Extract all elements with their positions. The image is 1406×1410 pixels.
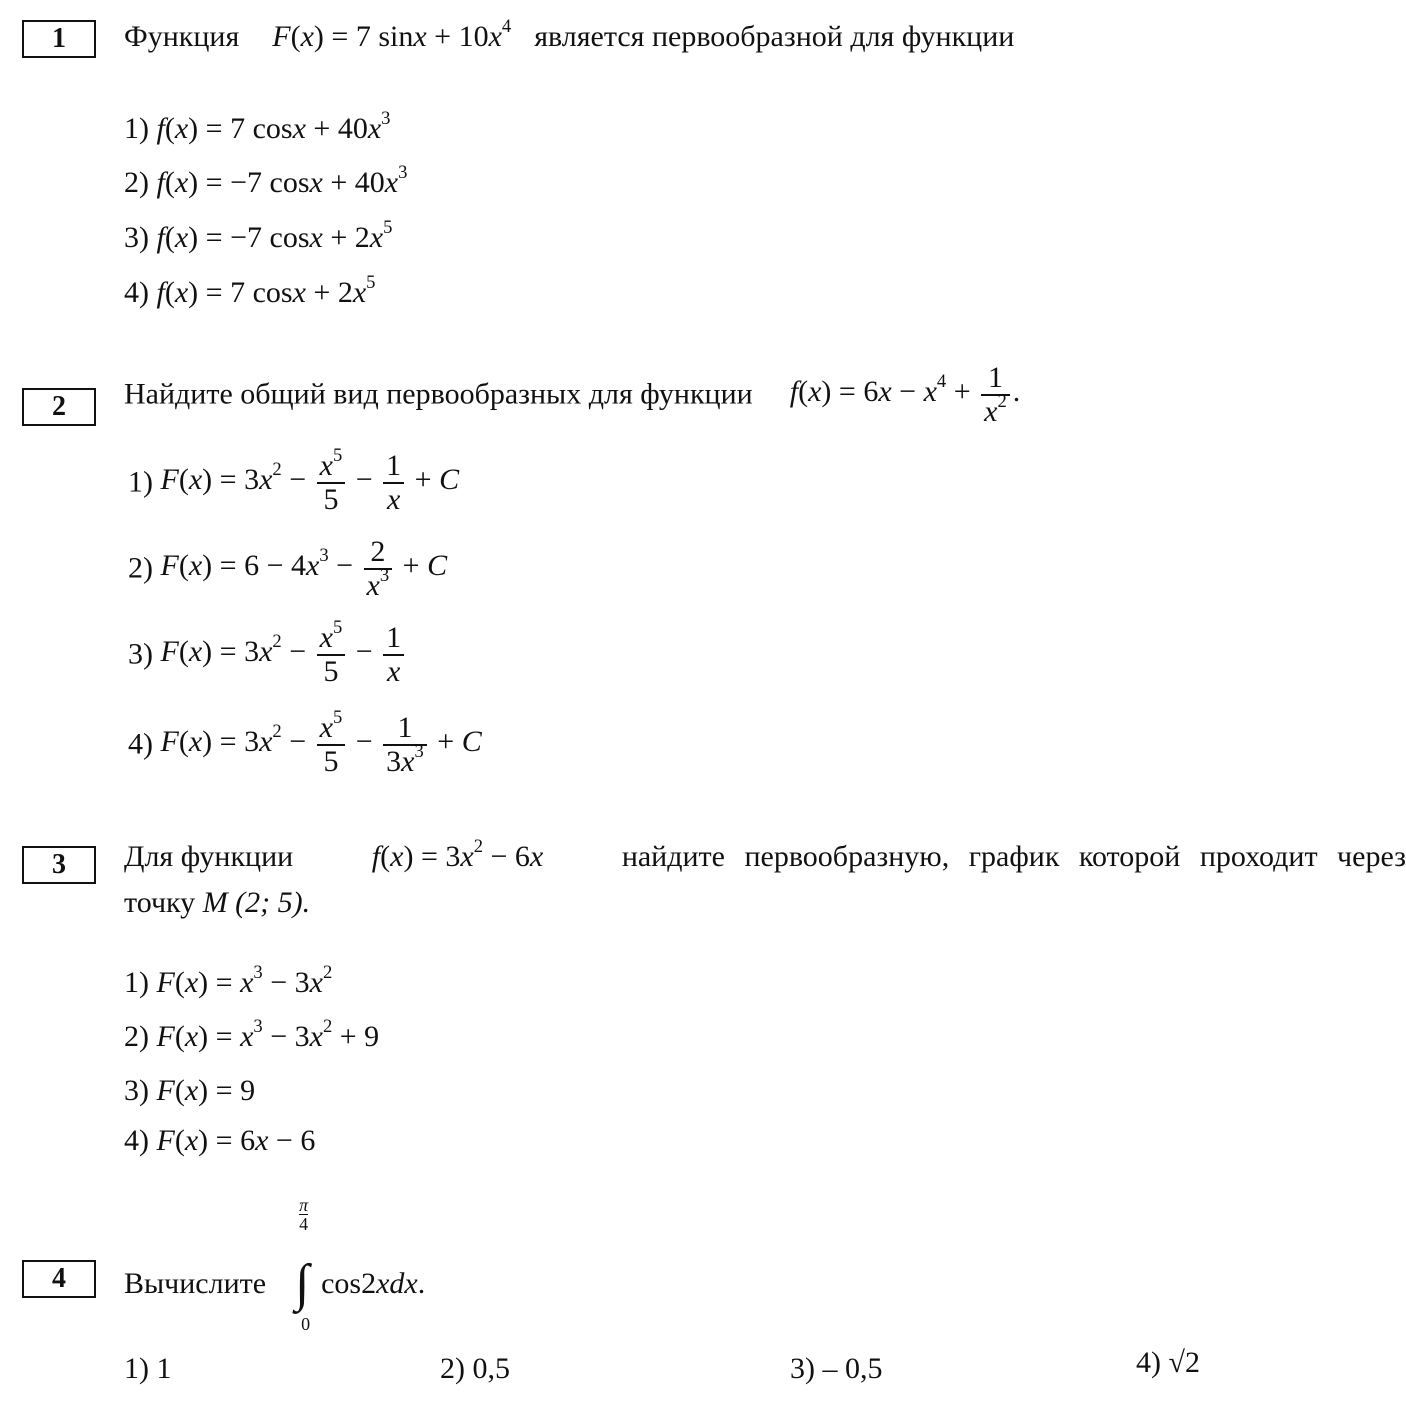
- task-1-suffix: является первообразной для функции: [534, 20, 1015, 53]
- task-1-formula: F(x) = 7 $\sin x + 10x^4$: [272, 16, 512, 53]
- task-4-option-4[interactable]: 4) √2: [1136, 1346, 1200, 1379]
- task-3-prefix: Для функции: [124, 840, 294, 873]
- task-number-box: 2: [22, 388, 96, 426]
- task-number-box: 1: [22, 20, 96, 58]
- task-2-prefix: Найдите общий вид первообразных для функции: [124, 377, 753, 411]
- task-3-formula: $f(x) = 3x^2 - 6x$: [371, 836, 544, 873]
- task-4-statement: [124, 1195, 426, 1334]
- sqrt-value: √2: [1168, 1346, 1200, 1379]
- task-2-option-2[interactable]: 2) $F(x) = 6 - 4x^3$ − $\frac{2}{x^3}$ + C: [128, 535, 448, 602]
- task-4-prefix: Вычислите: [124, 1266, 267, 1300]
- task-3-statement: [124, 836, 1406, 874]
- task-3-option-3[interactable]: 3) F(x) = 9: [124, 1074, 256, 1107]
- task-2-option-1[interactable]: 1) $F(x) = 3x^2$ − $\frac{x^5}{5}$ − $\frac{1}{x}$ + C: [128, 445, 460, 516]
- task-4-option-1[interactable]: 1) 1: [124, 1352, 172, 1385]
- integral-sign: π 4 ∫ 0: [295, 1195, 311, 1334]
- task-1-option-3[interactable]: 3) f(x) = −7 $\cos x + 2x^5$: [124, 217, 393, 254]
- task-3-option-2[interactable]: 2) $F(x) = x^3 - 3x^2 + 9$: [124, 1016, 380, 1053]
- task-4-option-2[interactable]: 2) 0,5: [440, 1352, 510, 1385]
- task-3-suffix: найдите первообразную, график которой проходит через: [621, 840, 1406, 873]
- task-3-statement-line2: точку M (2; 5).: [124, 886, 311, 919]
- task-3-option-1[interactable]: 1) $F(x) = x^3 - 3x^2$: [124, 962, 333, 999]
- task-2-statement: [124, 362, 1020, 427]
- task-1-prefix: Функция: [124, 20, 240, 53]
- task-1-statement: [124, 16, 1015, 54]
- task-1-option-1[interactable]: 1) f(x) = 7 $\cos x + 40x^3$: [124, 108, 391, 145]
- task-4-option-3[interactable]: 3) – 0,5: [790, 1352, 883, 1385]
- task-2-option-4[interactable]: 4) $F(x) = 3x^2$ − $\frac{x^5}{5}$ − $\frac{1}{3x^3}$ + C: [128, 707, 482, 778]
- task-number-box: 4: [22, 1260, 96, 1298]
- task-3-point: M (2; 5).: [202, 886, 311, 919]
- task-3-option-4[interactable]: 4) F(x) = 6x − 6: [124, 1124, 316, 1157]
- task-1-option-4[interactable]: 4) f(x) = 7 $\cos x + 2x^5$: [124, 272, 376, 309]
- task-2-option-3[interactable]: 3) $F(x) = 3x^2$ − $\frac{x^5}{5}$ − $\frac{1}{x}$: [128, 622, 407, 687]
- task-4-formula: π 4 ∫ 0 cos2xdx.: [295, 1195, 426, 1334]
- task-1-option-2[interactable]: 2) f(x) = −7 $\cos x + 40x^3$: [124, 162, 408, 199]
- task-2-formula: $f(x) = 6x - x^4$ + $\frac{1}{x^2}$ .: [789, 361, 1021, 428]
- task-number-box: 3: [22, 846, 96, 884]
